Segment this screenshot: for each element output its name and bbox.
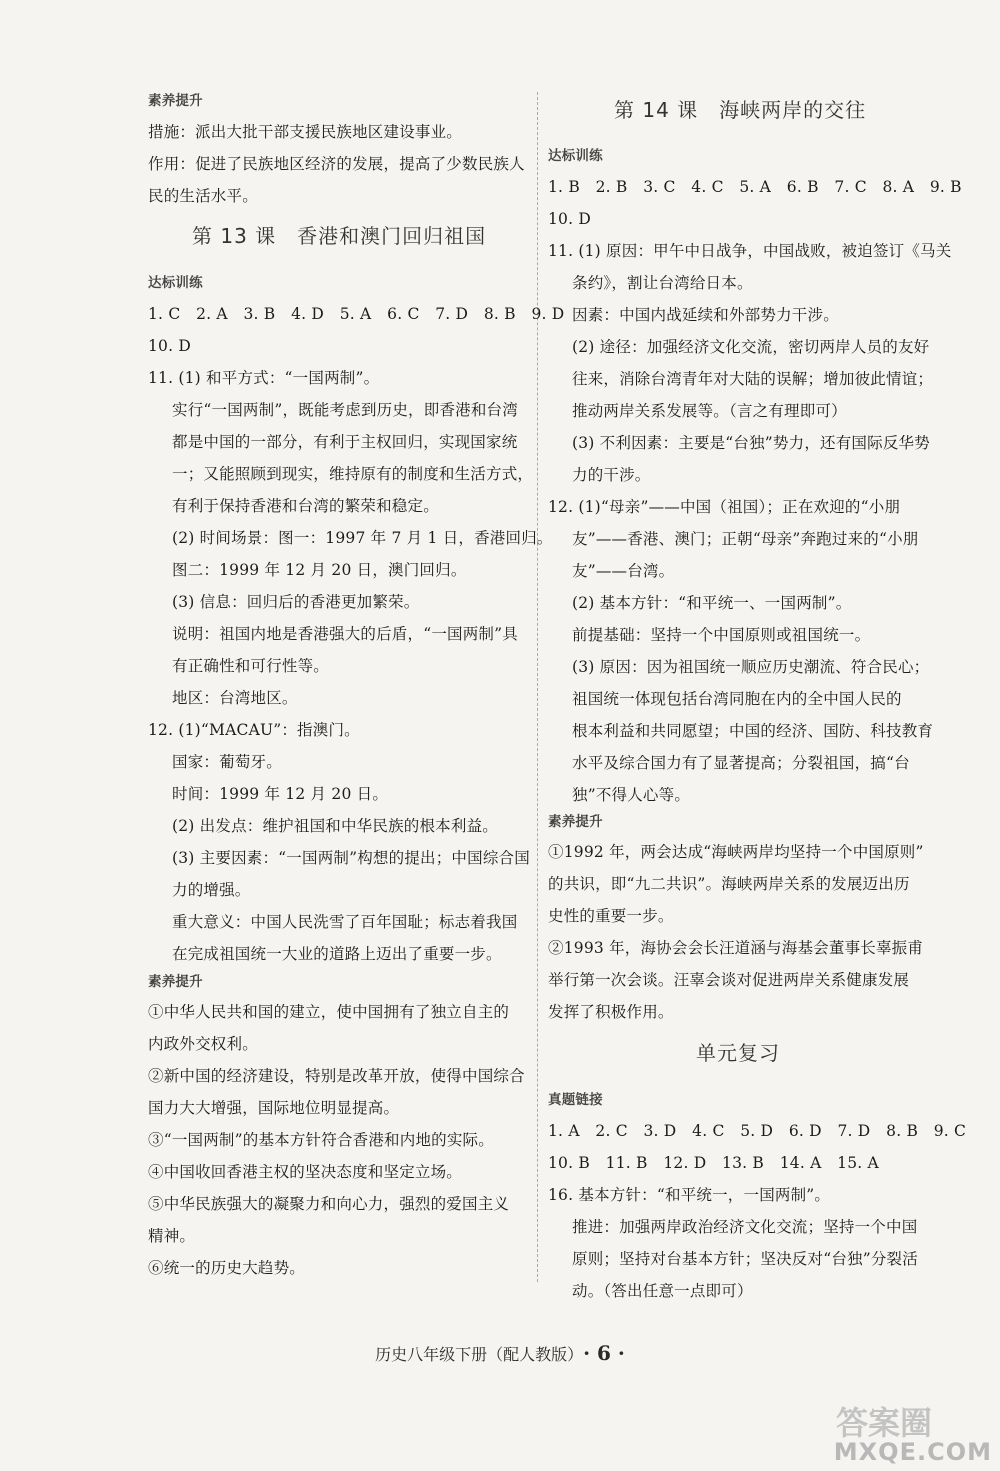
text-line: ①中华人民共和国的建立，使中国拥有了独立自主的 — [148, 1003, 510, 1021]
text-line: 民的生活水平。 — [148, 187, 258, 205]
text-line: 根本利益和共同愿望；中国的经济、国防、科技教育 — [572, 722, 934, 740]
section-heading: 素养提升 — [548, 814, 603, 830]
text-line: 精神。 — [148, 1227, 196, 1245]
answer-line: 10. D — [548, 210, 592, 228]
section-heading: 真题链接 — [548, 1092, 603, 1108]
text-line: ①1992 年，两会达成“海峡两岸均坚持一个中国原则” — [548, 843, 924, 861]
answer-line: 10. D — [148, 337, 192, 355]
unit-review-title: 单元复习 — [696, 1041, 780, 1065]
section-heading: 素养提升 — [148, 93, 203, 109]
answer-line: 1. A 2. C 3. D 4. C 5. D 6. D 7. D 8. B 9. C — [548, 1122, 967, 1140]
text-line: (2) 途径：加强经济文化交流，密切两岸人员的友好 — [572, 338, 930, 356]
text-line: (3) 主要因素：“一国两制”构想的提出；中国综合国 — [172, 849, 530, 867]
text-line: 一；又能照顾到现实，维持原有的制度和生活方式， — [172, 465, 534, 483]
watermark-seal: 答案圈 — [836, 1404, 933, 1442]
text-line: (2) 时间场景：图一：1997 年 7 月 1 日，香港回归。 — [172, 529, 553, 547]
text-line: 发挥了积极作用。 — [548, 1003, 674, 1021]
text-line: 有利于保持香港和台湾的繁荣和稳定。 — [172, 497, 439, 515]
text-line: 11. (1) 和平方式：“一国两制”。 — [148, 369, 380, 387]
text-line: 的共识，即“九二共识”。海峡两岸关系的发展迈出历 — [548, 875, 910, 893]
section-heading: 素养提升 — [148, 974, 203, 990]
text-line: (3) 不利因素：主要是“台独”势力，还有国际反华势 — [572, 434, 930, 452]
text-line: 12. (1)“母亲”——中国（祖国）；正在欢迎的“小朋 — [548, 498, 901, 516]
text-line: 作用：促进了民族地区经济的发展，提高了少数民族人 — [148, 155, 525, 173]
text-line: 时间：1999 年 12 月 20 日。 — [172, 785, 389, 803]
text-line: 推进：加强两岸政治经济文化交流；坚持一个中国 — [572, 1218, 918, 1236]
text-line: 条约》，割让台湾给日本。 — [572, 274, 753, 292]
page-number: · 6 · — [583, 1341, 625, 1365]
answer-line: 1. C 2. A 3. B 4. D 5. A 6. C 7. D 8. B 9. D — [148, 305, 565, 323]
text-line: 史性的重要一步。 — [548, 907, 674, 925]
text-line: 友”——台湾。 — [572, 562, 675, 580]
text-line: 举行第一次会谈。汪辜会谈对促进两岸关系健康发展 — [548, 971, 910, 989]
section-heading: 达标训练 — [148, 275, 203, 291]
text-line: 12. (1)“MACAU”：指澳门。 — [148, 721, 360, 739]
text-line: 地区：台湾地区。 — [172, 689, 298, 707]
text-line: 国力大大增强，国际地位明显提高。 — [148, 1099, 400, 1117]
text-line: (2) 出发点：维护祖国和中华民族的根本利益。 — [172, 817, 498, 835]
text-line: 独”不得人心等。 — [572, 786, 691, 804]
text-line: 因素：中国内战延续和外部势力干涉。 — [572, 306, 839, 324]
column-divider — [537, 92, 538, 1282]
book-title: 历史八年级下册（配人教版） — [375, 1345, 576, 1364]
text-line: 推动两岸关系发展等。（言之有理即可） — [572, 402, 847, 420]
text-line: 国家：葡萄牙。 — [172, 753, 282, 771]
text-line: 内政外交权利。 — [148, 1035, 258, 1053]
text-line: 力的干涉。 — [572, 466, 651, 484]
text-line: 措施：派出大批干部支援民族地区建设事业。 — [148, 123, 463, 141]
text-line: 实行“一国两制”，既能考虑到历史，即香港和台湾 — [172, 401, 518, 419]
text-line: 重大意义：中国人民洗雪了百年国耻；标志着我国 — [172, 913, 518, 931]
text-line: 有正确性和可行性等。 — [172, 657, 330, 675]
lesson-title: 第 13 课 香港和澳门回归祖国 — [192, 224, 487, 248]
watermark — [828, 1398, 998, 1468]
section-heading: 达标训练 — [548, 148, 603, 164]
page-footer — [0, 1341, 1000, 1365]
text-line: 力的增强。 — [172, 881, 251, 899]
text-line: 往来，消除台湾青年对大陆的误解；增加彼此情谊； — [572, 370, 934, 388]
text-line: 水平及综合国力有了显著提高；分裂祖国，搞“台 — [572, 754, 910, 772]
text-line: ⑤中华民族强大的凝聚力和向心力，强烈的爱国主义 — [148, 1195, 510, 1213]
answer-line: 10. B 11. B 12. D 13. B 14. A 15. A — [548, 1154, 879, 1172]
text-line: 都是中国的一部分，有利于主权回归，实现国家统 — [172, 433, 518, 451]
text-line: 友”——香港、澳门；正朝“母亲”奔跑过来的“小朋 — [572, 530, 919, 548]
text-line: 祖国统一体现包括台湾同胞在内的全中国人民的 — [572, 690, 902, 708]
text-line: ③“一国两制”的基本方针符合香港和内地的实际。 — [148, 1131, 494, 1149]
text-line: (3) 原因：因为祖国统一顺应历史潮流、符合民心； — [572, 658, 930, 676]
text-line: ⑥统一的历史大趋势。 — [148, 1259, 306, 1277]
lesson-title: 第 14 课 海峡两岸的交往 — [614, 98, 867, 122]
text-line: ④中国收回香港主权的坚决态度和坚定立场。 — [148, 1163, 463, 1181]
text-line: 原则；坚持对台基本方针；坚决反对“台独”分裂活 — [572, 1250, 918, 1268]
text-line: 动。（答出任意一点即可） — [572, 1282, 753, 1300]
text-line: 图二：1999 年 12 月 20 日，澳门回归。 — [172, 561, 467, 579]
text-line: 11. (1) 原因：甲午中日战争，中国战败，被迫签订《马关 — [548, 242, 952, 260]
answer-line: 1. B 2. B 3. C 4. C 5. A 6. B 7. C 8. A 9. B — [548, 178, 962, 196]
text-line: 16. 基本方针：“和平统一，一国两制”。 — [548, 1186, 831, 1204]
text-line: (3) 信息：回归后的香港更加繁荣。 — [172, 593, 420, 611]
text-line: ②1993 年，海协会会长汪道涵与海基会董事长辜振甫 — [548, 939, 924, 957]
text-line: 说明：祖国内地是香港强大的后盾，“一国两制”具 — [172, 625, 518, 643]
text-line: 在完成祖国统一大业的道路上迈出了重要一步。 — [172, 945, 502, 963]
text-line: 前提基础：坚持一个中国原则或祖国统一。 — [572, 626, 871, 644]
text-line: (2) 基本方针：“和平统一、一国两制”。 — [572, 594, 852, 612]
text-line: ②新中国的经济建设，特别是改革开放，使得中国综合 — [148, 1067, 525, 1085]
watermark-site: MXQE.COM — [833, 1438, 992, 1466]
